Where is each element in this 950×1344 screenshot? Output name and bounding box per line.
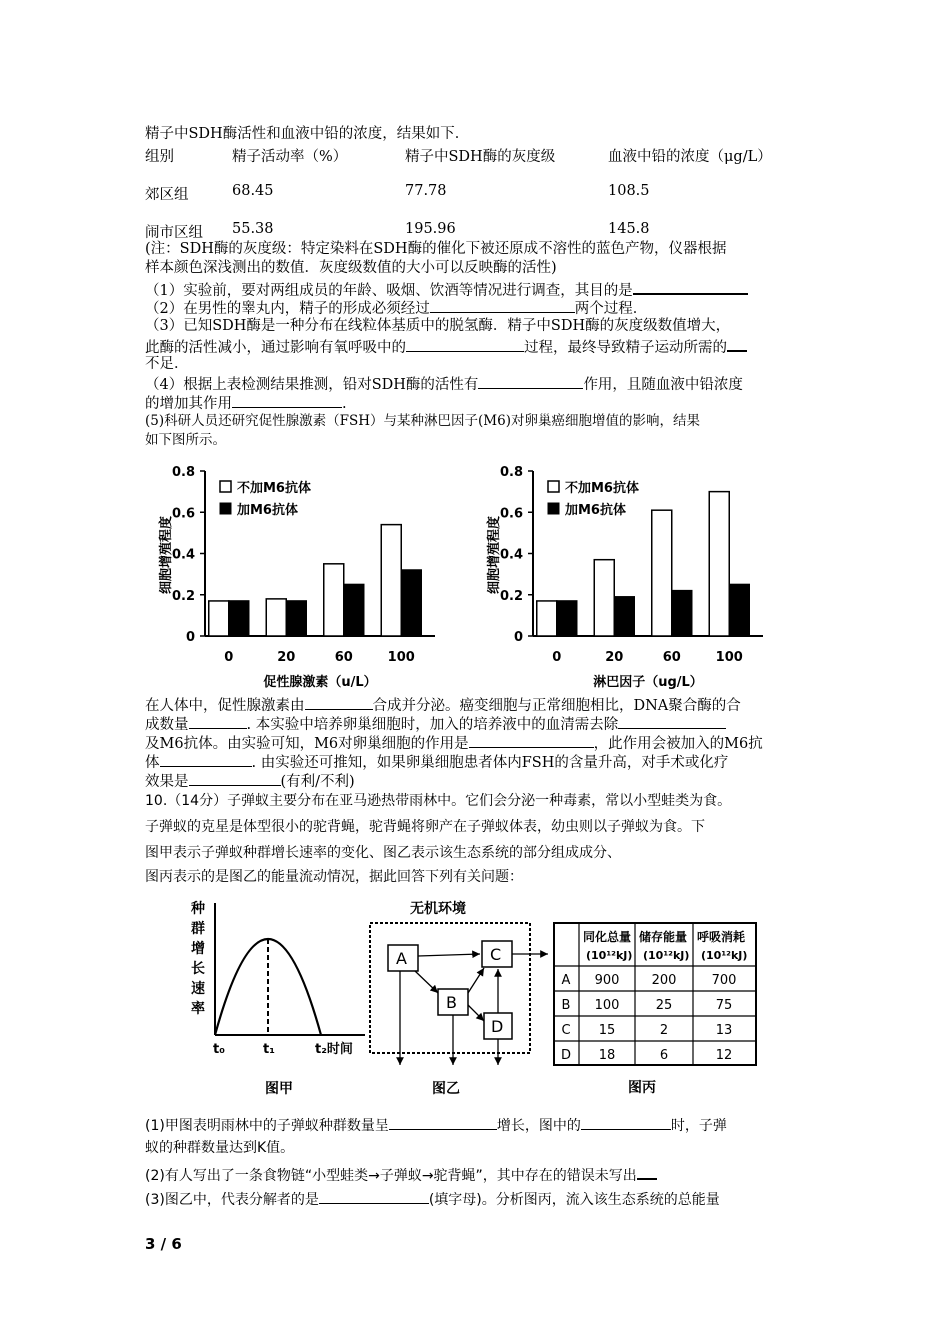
chart-lymph-bar-filled — [672, 591, 692, 636]
chart-fsh-bar-filled — [401, 570, 421, 636]
chart-fsh-xtick-label: 0 — [224, 650, 234, 665]
fig-jia-t0: t₀ — [213, 1042, 225, 1057]
chart-fsh-xtick-label: 20 — [277, 650, 296, 665]
table-header-sdh: 精子中SDH酶的灰度级 — [405, 149, 556, 165]
question-1: （1）实验前，要对两组成员的年龄、吸烟、饮酒等情况进行调查，其目的是 — [145, 279, 748, 300]
fig-bing-cell: 15 — [598, 1023, 616, 1038]
chart-lymph-ytick-label: 0.2 — [499, 588, 523, 604]
table-row-downtown-group: 闹市区组 — [145, 225, 203, 241]
fig-jia-ylabel-6: 率 — [191, 1001, 205, 1017]
fig-yi-title: 无机环境 — [410, 901, 466, 917]
chart-lymph-xtick-label: 20 — [605, 650, 624, 665]
chart-fsh-legend-open: 不加M6抗体 — [237, 481, 311, 496]
question-5-line-1: (5)科研人员还研究促性腺激素（FSH）与某种淋巴因子(M6)对卵巢癌细胞增值的影响，结果 — [145, 413, 700, 429]
chart-lymph-bar-filled — [557, 601, 577, 636]
figure-yi — [360, 893, 550, 1105]
note-line-2: 样本颜色深浅测出的数值．灰度级数值的大小可以反映酶的活性) — [145, 260, 557, 276]
fig-bing-cell: 2 — [659, 1023, 669, 1038]
chart-fsh-bar-open — [209, 601, 229, 636]
sub-question-1-line-2: 蚁的种群数量达到K值。 — [145, 1140, 295, 1156]
chart-lymph-ytick-label: 0.4 — [499, 547, 523, 563]
chart-fsh-bar-filled — [344, 584, 364, 636]
table-row-suburb-motility: 68.45 — [232, 183, 274, 199]
question-4-line-1: （4）根据上表检测结果推测，铅对SDH酶的活性有 作用，且随血液中铅浓度 — [145, 374, 743, 394]
chart-lymph-legend-open: 不加M6抗体 — [565, 481, 639, 496]
chart-lymph-bar-open — [537, 601, 557, 636]
fig-bing-cell: D — [560, 1048, 572, 1063]
chart-lymph-bar-filled — [614, 597, 634, 636]
chart-lymph-ytick-label: 0.6 — [499, 506, 523, 522]
page-number: 3 / 6 — [145, 1235, 182, 1253]
chart-lymph-xtick-label: 0 — [552, 650, 562, 665]
table-row-suburb-lead: 108.5 — [608, 183, 650, 199]
fig-bing-header-resp: 呼吸消耗 — [697, 930, 746, 944]
fig-bing-cell: A — [561, 973, 571, 988]
table-row-suburb-sdh: 77.78 — [405, 183, 447, 199]
fig-jia-ylabel-5: 速 — [191, 981, 205, 997]
fig-yi-caption: 图乙 — [432, 1081, 460, 1097]
fig-jia-ylabel-1: 种 — [191, 901, 205, 917]
table-header-motility: 精子活动率（%） — [232, 149, 348, 165]
chart-fsh-xtick-label: 60 — [334, 650, 353, 665]
question-10-line-1: 10.（14分）子弹蚁主要分布在亚马逊热带雨林中。它们会分泌一种毒素，常以小型蛙类为食。 — [145, 793, 732, 809]
fig-bing-cell: 13 — [715, 1023, 733, 1038]
chart-fsh-bar-open — [266, 599, 286, 636]
table-header-lead: 血液中铅的浓度（μg/L） — [608, 149, 772, 165]
fig-bing-cell: B — [561, 998, 571, 1013]
question-2: （2）在男性的睾丸内，精子的形成必须经过 两个过程． — [145, 298, 647, 318]
chart-lymph-legend-filled: 加M6抗体 — [565, 503, 626, 518]
chart-fsh — [150, 460, 450, 690]
chart-lymph-xlabel: 淋巴因子（ug/L） — [593, 675, 703, 690]
table-row-downtown-sdh: 195.96 — [405, 221, 456, 237]
fig-bing-cell: 100 — [594, 998, 620, 1013]
chart-lymph-xtick-label: 100 — [715, 650, 743, 665]
table-row-downtown-lead: 145.8 — [608, 221, 650, 237]
fig-bing-cell: 12 — [715, 1048, 733, 1063]
chart-fsh-bar-filled — [286, 601, 306, 636]
question-10-line-4: 图丙表示的是图乙的能量流动情况，据此回答下列有关问题： — [145, 869, 523, 885]
fig-yi-node-d: D — [491, 1017, 504, 1036]
fig-bing-cell: 6 — [659, 1048, 669, 1063]
question-10-line-3: 图甲表示子弹蚁种群增长速率的变化、图乙表示该生态系统的部分组成成分、 — [145, 845, 621, 861]
paragraph-line-4: 体 . 由实验还可推知，如果卵巢细胞患者体内FSH的含量升高，对手术或化疗 — [145, 752, 728, 772]
fig-bing-cell: 200 — [651, 973, 677, 988]
chart-lymph-ytick-label: 0.8 — [499, 465, 523, 480]
sub-question-1-line-1: (1)甲图表明雨林中的子弹蚁种群数量呈 增长，图中的 时，子弹 — [145, 1115, 727, 1135]
fig-yi-node-c: C — [490, 945, 502, 964]
chart-fsh-bar-open — [324, 564, 344, 636]
question-3-line-1: （3）已知SDH酶是一种分布在线粒体基质中的脱氢酶．精子中SDH酶的灰度级数值增大， — [145, 318, 731, 334]
chart-fsh-ytick-label: 0.2 — [171, 588, 195, 604]
paragraph-line-2: 成数量 . 本实验中培养卵巢细胞时，加入的培养液中的血清需去除 — [145, 714, 726, 734]
chart-lymph-bar-open — [652, 510, 672, 636]
question-3-line-3: 不足． — [145, 356, 189, 372]
fig-bing-cell: 700 — [711, 973, 737, 988]
fig-bing-cell: 75 — [715, 998, 733, 1013]
chart-lymph-bar-open — [594, 560, 614, 636]
sub-question-2: (2)有人写出了一条食物链“小型蛙类→子弹蚁→驼背蝇”，其中存在的错误未写出 — [145, 1164, 657, 1185]
chart-fsh-legend-filled: 加M6抗体 — [237, 503, 298, 518]
question-5-line-2: 如下图所示。 — [145, 432, 226, 448]
fig-bing-cell: 25 — [655, 998, 673, 1013]
chart-lymph-bar-open — [709, 492, 729, 636]
sub-question-3: (3)图乙中，代表分解者的是 (填字母)。分析图丙，流入该生态系统的总能量 — [145, 1189, 720, 1209]
fig-bing-caption: 图丙 — [628, 1080, 656, 1096]
fig-jia-t2: t₂时间 — [315, 1042, 353, 1057]
chart-fsh-ytick-label: 0.6 — [171, 506, 195, 522]
paragraph-line-5: 效果是 (有利/不利) — [145, 771, 355, 791]
chart-fsh-ytick-label: 0.4 — [171, 547, 195, 563]
chart-fsh-bar-filled — [229, 601, 249, 636]
chart-lymph-bar-filled — [729, 584, 749, 636]
chart-fsh-bar-open — [381, 525, 401, 636]
fig-bing-table — [553, 922, 758, 1067]
table-header-group: 组别 — [145, 149, 174, 165]
fig-bing-header-assim-unit: (10¹²kJ) — [586, 949, 633, 962]
chart-fsh-xlabel: 促性腺激素（u/L） — [263, 675, 377, 690]
fig-bing-cell: 18 — [598, 1048, 616, 1063]
fig-jia-caption: 图甲 — [265, 1081, 293, 1097]
chart-fsh-legend-filled-swatch — [220, 503, 231, 514]
fig-yi-node-a: A — [396, 949, 407, 968]
intro-text: 精子中SDH酶活性和血液中铅的浓度，结果如下． — [145, 126, 470, 142]
paragraph-line-3: 及M6抗体。由实验可知，M6对卵巢细胞的作用是 ，此作用会被加入的M6抗 — [145, 733, 763, 753]
fig-bing-cell: C — [561, 1023, 571, 1038]
chart-fsh-legend-open-swatch — [220, 481, 231, 492]
chart-lymph-legend-open-swatch — [548, 481, 559, 492]
fig-jia-ylabel-4: 长 — [191, 961, 205, 977]
fig-yi-node-b: B — [446, 993, 457, 1012]
chart-fsh-ytick-label: 0 — [185, 630, 195, 645]
fig-bing-header-stored: 储存能量 — [639, 930, 688, 944]
note-line-1: (注：SDH酶的灰度级：特定染料在SDH酶的催化下被还原成不溶性的蓝色产物，仪器根据 — [145, 241, 727, 257]
fig-bing-header-resp-unit: (10¹²kJ) — [701, 949, 748, 962]
fig-jia-ylabel-3: 增 — [191, 941, 205, 957]
fig-bing-header-stored-unit: (10¹²kJ) — [643, 949, 690, 962]
fig-jia-t1: t₁ — [263, 1042, 275, 1057]
chart-fsh-xtick-label: 100 — [387, 650, 415, 665]
chart-lymph-legend-filled-swatch — [548, 503, 559, 514]
paragraph-line-1: 在人体中，促性腺激素由 合成并分泌。癌变细胞与正常细胞相比，DNA聚合酶的合 — [145, 695, 741, 715]
chart-lymph-ylabel: 细胞增殖程度 — [487, 515, 502, 595]
chart-lymph-xtick-label: 60 — [662, 650, 681, 665]
figure-bing — [553, 922, 758, 1096]
question-4-line-2: 的增加其作用 . — [145, 393, 347, 413]
question-10-line-2: 子弹蚁的克星是体型很小的驼背蝇，驼背蝇将卵产在子弹蚁体表，幼虫则以子弹蚁为食。下 — [145, 819, 705, 835]
chart-fsh-ytick-label: 0.8 — [171, 465, 195, 480]
chart-lymph-ytick-label: 0 — [513, 630, 523, 645]
fig-bing-header-assim: 同化总量 — [583, 930, 632, 944]
question-3-line-2: 此酶的活性减小，通过影响有氧呼吸中的 过程，最终导致精子运动所需的 — [145, 336, 747, 357]
table-row-suburb-group: 郊区组 — [145, 187, 189, 203]
chart-fsh-ylabel: 细胞增殖程度 — [159, 515, 174, 595]
chart-lymphokine — [478, 460, 788, 690]
fig-bing-cell: 900 — [594, 973, 620, 988]
figure-jia — [185, 893, 370, 1105]
table-row-downtown-motility: 55.38 — [232, 221, 274, 237]
fig-jia-ylabel-2: 群 — [191, 921, 205, 937]
